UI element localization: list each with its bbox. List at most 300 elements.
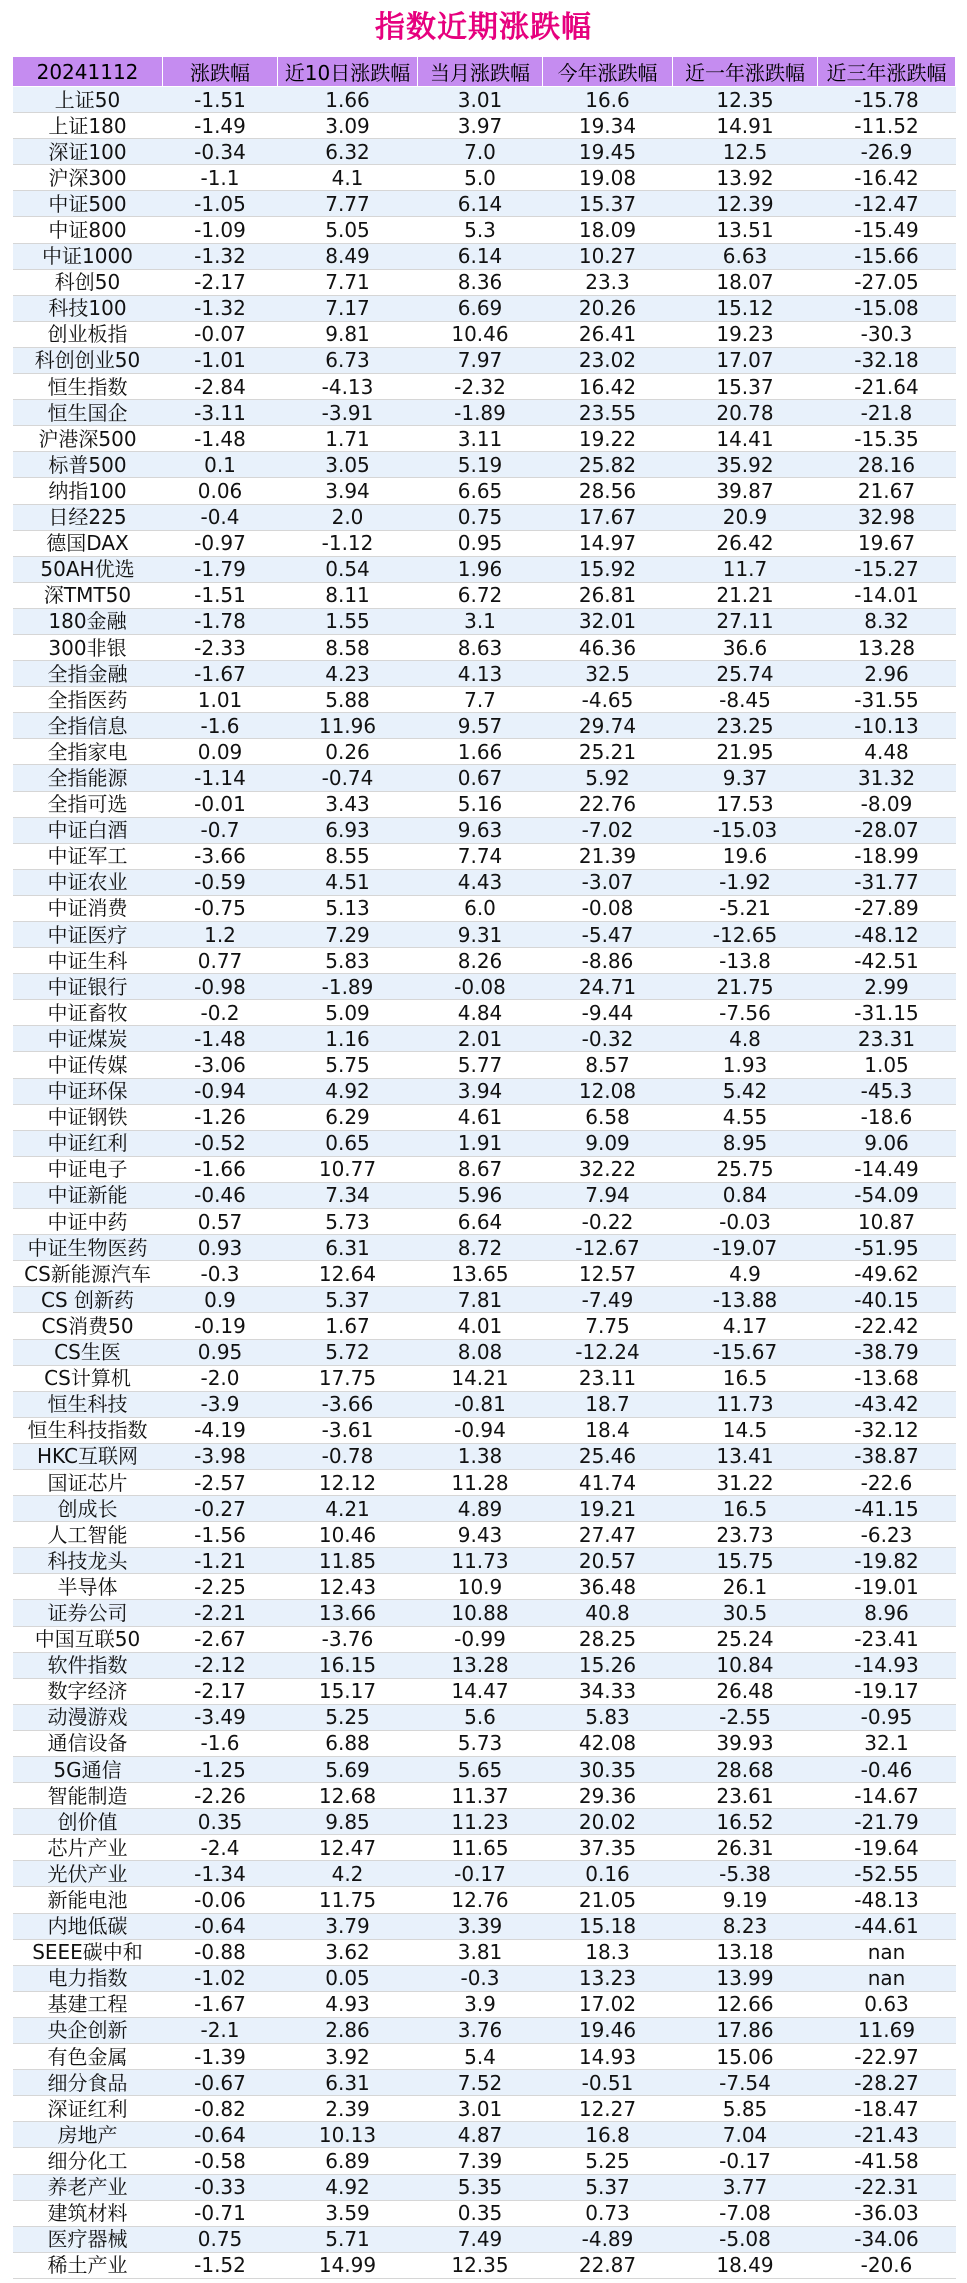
cell-10day-change: 5.88 [278,687,418,713]
cell-1year-change: -8.45 [673,687,818,713]
cell-1year-change: 4.55 [673,1104,818,1130]
cell-3year-change: 4.48 [818,739,956,765]
table-row [13,400,956,426]
cell-1year-change: 13.41 [673,1443,818,1469]
cell-index-name: 内地低碳 [13,1913,163,1939]
cell-ytd-change: -0.32 [543,1026,673,1052]
cell-ytd-change: 12.08 [543,1078,673,1104]
cell-daily-change: -1.49 [163,113,278,139]
cell-10day-change: 10.13 [278,2122,418,2148]
cell-daily-change: -1.66 [163,1156,278,1182]
cell-daily-change: -0.07 [163,321,278,347]
cell-daily-change: -0.46 [163,1182,278,1208]
cell-ytd-change: 6.58 [543,1104,673,1130]
cell-ytd-change: 12.57 [543,1261,673,1287]
cell-10day-change: 3.05 [278,452,418,478]
cell-10day-change: 5.05 [278,217,418,243]
cell-month-change: 3.01 [418,2096,543,2122]
table-row [13,661,956,687]
table-row [13,1809,956,1835]
table-row [13,791,956,817]
cell-month-change: 1.91 [418,1130,543,1156]
cell-daily-change: -2.26 [163,1783,278,1809]
cell-month-change: 6.69 [418,295,543,321]
cell-daily-change: -0.7 [163,817,278,843]
cell-1year-change: 16.52 [673,1809,818,1835]
table-row [13,1678,956,1704]
cell-ytd-change: 5.92 [543,765,673,791]
cell-daily-change: -1.67 [163,1991,278,2017]
cell-ytd-change: 21.05 [543,1887,673,1913]
cell-10day-change: 3.09 [278,113,418,139]
cell-10day-change: 4.92 [278,1078,418,1104]
cell-index-name: 中证传媒 [13,1052,163,1078]
table-row [13,634,956,660]
cell-index-name: 半导体 [13,1574,163,1600]
table-row [13,1417,956,1443]
cell-10day-change: 2.39 [278,2096,418,2122]
cell-ytd-change: 9.09 [543,1130,673,1156]
table-row [13,948,956,974]
cell-daily-change: -1.79 [163,556,278,582]
cell-10day-change: -3.61 [278,1417,418,1443]
cell-index-name: 德国DAX [13,530,163,556]
cell-daily-change: -0.94 [163,1078,278,1104]
cell-index-name: 180金融 [13,608,163,634]
cell-1year-change: 20.78 [673,400,818,426]
cell-index-name: 科创50 [13,269,163,295]
cell-1year-change: -1.92 [673,869,818,895]
cell-daily-change: -0.01 [163,791,278,817]
cell-1year-change: 19.23 [673,321,818,347]
cell-month-change: -0.81 [418,1391,543,1417]
cell-index-name: 沪港深500 [13,426,163,452]
cell-month-change: -0.08 [418,974,543,1000]
cell-daily-change: -2.57 [163,1469,278,1495]
cell-3year-change: -48.13 [818,1887,956,1913]
cell-1year-change: 26.31 [673,1835,818,1861]
cell-ytd-change: 19.08 [543,165,673,191]
cell-ytd-change: 23.11 [543,1365,673,1391]
cell-10day-change: 1.55 [278,608,418,634]
cell-index-name: 中证800 [13,217,163,243]
cell-daily-change: -2.17 [163,269,278,295]
cell-daily-change: -0.59 [163,869,278,895]
cell-3year-change: -23.41 [818,1626,956,1652]
cell-daily-change: 0.06 [163,478,278,504]
cell-month-change: 9.57 [418,713,543,739]
cell-10day-change: 4.93 [278,1991,418,2017]
table-row [13,87,956,113]
cell-month-change: -0.3 [418,1965,543,1991]
cell-10day-change: 4.1 [278,165,418,191]
cell-3year-change: -43.42 [818,1391,956,1417]
cell-10day-change: 16.15 [278,1652,418,1678]
header-3year-change: 近三年涨跌幅 [818,57,956,87]
cell-index-name: 动漫游戏 [13,1704,163,1730]
table-row [13,1182,956,1208]
cell-1year-change: 4.9 [673,1261,818,1287]
cell-daily-change: -0.71 [163,2200,278,2226]
cell-daily-change: -1.21 [163,1548,278,1574]
cell-1year-change: 9.19 [673,1887,818,1913]
cell-daily-change: -0.06 [163,1887,278,1913]
cell-index-name: 中证消费 [13,895,163,921]
cell-index-name: 纳指100 [13,478,163,504]
table-row [13,608,956,634]
table-row [13,1757,956,1783]
cell-1year-change: 14.91 [673,113,818,139]
cell-3year-change: -44.61 [818,1913,956,1939]
cell-3year-change: 13.28 [818,634,956,660]
cell-3year-change: -10.13 [818,713,956,739]
cell-10day-change: 0.54 [278,556,418,582]
table-row [13,1704,956,1730]
cell-month-change: 3.11 [418,426,543,452]
cell-daily-change: -0.67 [163,2070,278,2096]
cell-3year-change: -15.78 [818,87,956,113]
table-row [13,1861,956,1887]
cell-3year-change: -11.52 [818,113,956,139]
cell-month-change: 6.14 [418,243,543,269]
cell-month-change: 12.35 [418,2252,543,2278]
table-row [13,1939,956,1965]
cell-index-name: 中证医疗 [13,922,163,948]
cell-index-name: 中证银行 [13,974,163,1000]
cell-3year-change: -36.03 [818,2200,956,2226]
cell-3year-change: -0.46 [818,1757,956,1783]
cell-3year-change: -19.17 [818,1678,956,1704]
cell-1year-change: 35.92 [673,452,818,478]
cell-ytd-change: 8.57 [543,1052,673,1078]
cell-3year-change: 1.05 [818,1052,956,1078]
cell-month-change: 6.64 [418,1209,543,1235]
cell-daily-change: -2.33 [163,634,278,660]
cell-ytd-change: -0.08 [543,895,673,921]
cell-3year-change: -15.08 [818,295,956,321]
table-row [13,1209,956,1235]
cell-index-name: 科创创业50 [13,347,163,373]
header-10day-change: 近10日涨跌幅 [278,57,418,87]
cell-month-change: 8.26 [418,948,543,974]
cell-daily-change: 0.1 [163,452,278,478]
cell-1year-change: -5.08 [673,2226,818,2252]
cell-1year-change: 21.75 [673,974,818,1000]
cell-month-change: 9.31 [418,922,543,948]
cell-10day-change: 0.65 [278,1130,418,1156]
cell-ytd-change: 46.36 [543,634,673,660]
cell-1year-change: 39.87 [673,478,818,504]
cell-1year-change: 15.75 [673,1548,818,1574]
cell-month-change: 7.52 [418,2070,543,2096]
cell-index-name: 深TMT50 [13,582,163,608]
table-row [13,374,956,400]
cell-10day-change: 15.17 [278,1678,418,1704]
cell-index-name: 养老产业 [13,2174,163,2200]
table-row [13,2200,956,2226]
cell-index-name: 央企创新 [13,2017,163,2043]
cell-10day-change: 1.67 [278,1313,418,1339]
cell-month-change: 5.3 [418,217,543,243]
cell-month-change: 8.63 [418,634,543,660]
cell-index-name: 人工智能 [13,1522,163,1548]
cell-index-name: 有色金属 [13,2044,163,2070]
cell-3year-change: -28.27 [818,2070,956,2096]
table-row [13,478,956,504]
cell-1year-change: 15.06 [673,2044,818,2070]
cell-month-change: 7.81 [418,1287,543,1313]
cell-month-change: 3.9 [418,1991,543,2017]
cell-month-change: 5.4 [418,2044,543,2070]
cell-month-change: 9.43 [418,1522,543,1548]
cell-index-name: 房地产 [13,2122,163,2148]
cell-10day-change: 7.17 [278,295,418,321]
cell-1year-change: 17.53 [673,791,818,817]
cell-3year-change: -15.66 [818,243,956,269]
cell-10day-change: 5.69 [278,1757,418,1783]
index-performance-table [12,56,956,2279]
table-row [13,139,956,165]
cell-10day-change: 6.29 [278,1104,418,1130]
cell-10day-change: 2.0 [278,504,418,530]
table-row [13,2096,956,2122]
cell-3year-change: -14.67 [818,1783,956,1809]
cell-index-name: CS生医 [13,1339,163,1365]
cell-month-change: 5.35 [418,2174,543,2200]
table-row [13,1104,956,1130]
cell-daily-change: -1.51 [163,582,278,608]
cell-daily-change: -0.64 [163,1913,278,1939]
cell-3year-change: -31.55 [818,687,956,713]
cell-month-change: 2.01 [418,1026,543,1052]
cell-10day-change: 4.23 [278,661,418,687]
cell-month-change: 11.28 [418,1469,543,1495]
cell-1year-change: 17.07 [673,347,818,373]
cell-ytd-change: 41.74 [543,1469,673,1495]
cell-ytd-change: -3.07 [543,869,673,895]
cell-daily-change: -2.0 [163,1365,278,1391]
cell-10day-change: 17.75 [278,1365,418,1391]
cell-ytd-change: 17.02 [543,1991,673,2017]
cell-3year-change: 2.96 [818,661,956,687]
cell-ytd-change: -4.65 [543,687,673,713]
cell-daily-change: -3.66 [163,843,278,869]
cell-index-name: 中证电子 [13,1156,163,1182]
cell-1year-change: 18.07 [673,269,818,295]
cell-month-change: 8.36 [418,269,543,295]
cell-10day-change: 6.89 [278,2148,418,2174]
table-row [13,1469,956,1495]
cell-1year-change: 25.24 [673,1626,818,1652]
cell-month-change: 3.1 [418,608,543,634]
cell-index-name: 深证红利 [13,2096,163,2122]
table-row [13,1626,956,1652]
cell-month-change: 7.97 [418,347,543,373]
cell-1year-change: 23.61 [673,1783,818,1809]
cell-daily-change: -2.17 [163,1678,278,1704]
table-row [13,2174,956,2200]
cell-daily-change: -2.1 [163,2017,278,2043]
table-row [13,1391,956,1417]
table-row [13,191,956,217]
cell-month-change: 5.96 [418,1182,543,1208]
cell-10day-change: -0.74 [278,765,418,791]
cell-index-name: 中证新能 [13,1182,163,1208]
cell-ytd-change: 16.42 [543,374,673,400]
cell-ytd-change: 15.37 [543,191,673,217]
cell-index-name: 中国互联50 [13,1626,163,1652]
cell-daily-change: -1.6 [163,713,278,739]
cell-daily-change: 0.93 [163,1235,278,1261]
cell-1year-change: 20.9 [673,504,818,530]
cell-1year-change: 16.5 [673,1365,818,1391]
table-row [13,1887,956,1913]
cell-daily-change: -1.6 [163,1730,278,1756]
cell-3year-change: -8.09 [818,791,956,817]
cell-month-change: 3.94 [418,1078,543,1104]
table-row [13,1313,956,1339]
header-1year-change: 近一年涨跌幅 [673,57,818,87]
cell-1year-change: 7.04 [673,2122,818,2148]
cell-month-change: 6.14 [418,191,543,217]
cell-index-name: CS新能源汽车 [13,1261,163,1287]
table-row [13,1522,956,1548]
table-body [13,87,956,2279]
cell-3year-change: 8.96 [818,1600,956,1626]
cell-10day-change: 8.49 [278,243,418,269]
cell-month-change: 13.65 [418,1261,543,1287]
table-row [13,817,956,843]
cell-1year-change: 12.39 [673,191,818,217]
cell-ytd-change: 29.74 [543,713,673,739]
cell-10day-change: 12.64 [278,1261,418,1287]
table-row [13,713,956,739]
cell-3year-change: -0.95 [818,1704,956,1730]
table-header-row [13,57,956,87]
cell-index-name: 全指可选 [13,791,163,817]
cell-10day-change: 2.86 [278,2017,418,2043]
cell-month-change: 3.01 [418,87,543,113]
cell-3year-change: -22.6 [818,1469,956,1495]
cell-3year-change: -14.93 [818,1652,956,1678]
cell-ytd-change: 15.18 [543,1913,673,1939]
cell-3year-change: -27.89 [818,895,956,921]
cell-month-change: 4.43 [418,869,543,895]
cell-daily-change: -1.48 [163,426,278,452]
cell-3year-change: -26.9 [818,139,956,165]
cell-1year-change: 21.21 [673,582,818,608]
cell-3year-change: 32.1 [818,1730,956,1756]
cell-daily-change: -0.58 [163,2148,278,2174]
cell-index-name: 全指医药 [13,687,163,713]
cell-month-change: 14.21 [418,1365,543,1391]
cell-1year-change: 25.75 [673,1156,818,1182]
cell-ytd-change: 14.93 [543,2044,673,2070]
cell-index-name: 恒生科技指数 [13,1417,163,1443]
cell-ytd-change: -4.89 [543,2226,673,2252]
cell-month-change: 12.76 [418,1887,543,1913]
table-row [13,243,956,269]
cell-ytd-change: -12.67 [543,1235,673,1261]
cell-daily-change: -3.9 [163,1391,278,1417]
table-row [13,1078,956,1104]
cell-10day-change: 9.81 [278,321,418,347]
cell-10day-change: 8.58 [278,634,418,660]
cell-daily-change: -1.02 [163,1965,278,1991]
cell-10day-change: 8.11 [278,582,418,608]
cell-daily-change: -3.49 [163,1704,278,1730]
cell-3year-change: 2.99 [818,974,956,1000]
cell-ytd-change: 20.02 [543,1809,673,1835]
cell-1year-change: -5.38 [673,1861,818,1887]
cell-10day-change: 3.43 [278,791,418,817]
cell-ytd-change: 19.46 [543,2017,673,2043]
cell-10day-change: 5.83 [278,948,418,974]
cell-ytd-change: 21.39 [543,843,673,869]
cell-ytd-change: 18.09 [543,217,673,243]
cell-ytd-change: 25.46 [543,1443,673,1469]
cell-daily-change: 0.57 [163,1209,278,1235]
page-title: 指数近期涨跌幅 [375,10,592,45]
cell-index-name: 光伏产业 [13,1861,163,1887]
cell-3year-change: -27.05 [818,269,956,295]
cell-3year-change: -38.87 [818,1443,956,1469]
cell-month-change: 5.16 [418,791,543,817]
cell-index-name: 软件指数 [13,1652,163,1678]
cell-10day-change: 14.99 [278,2252,418,2278]
cell-daily-change: -3.06 [163,1052,278,1078]
cell-3year-change: 32.98 [818,504,956,530]
cell-month-change: 1.96 [418,556,543,582]
cell-daily-change: -3.98 [163,1443,278,1469]
table-row [13,1339,956,1365]
cell-daily-change: -2.12 [163,1652,278,1678]
cell-daily-change: -0.34 [163,139,278,165]
cell-ytd-change: 14.97 [543,530,673,556]
cell-month-change: 4.61 [418,1104,543,1130]
cell-index-name: 中证煤炭 [13,1026,163,1052]
cell-1year-change: 12.5 [673,139,818,165]
cell-3year-change: -18.47 [818,2096,956,2122]
cell-ytd-change: 19.22 [543,426,673,452]
cell-month-change: 3.39 [418,1913,543,1939]
cell-1year-change: 13.51 [673,217,818,243]
cell-ytd-change: 32.5 [543,661,673,687]
cell-10day-change: 4.92 [278,2174,418,2200]
cell-10day-change: 10.46 [278,1522,418,1548]
cell-3year-change: -19.82 [818,1548,956,1574]
cell-month-change: 5.65 [418,1757,543,1783]
cell-month-change: 1.38 [418,1443,543,1469]
cell-10day-change: 11.96 [278,713,418,739]
cell-daily-change: 0.09 [163,739,278,765]
cell-ytd-change: -9.44 [543,1000,673,1026]
cell-1year-change: 25.74 [673,661,818,687]
cell-index-name: 中证1000 [13,243,163,269]
cell-1year-change: 14.41 [673,426,818,452]
cell-month-change: 5.6 [418,1704,543,1730]
cell-ytd-change: 18.7 [543,1391,673,1417]
cell-3year-change: 31.32 [818,765,956,791]
cell-daily-change: -3.11 [163,400,278,426]
cell-index-name: CS消费50 [13,1313,163,1339]
cell-ytd-change: 15.92 [543,556,673,582]
cell-10day-change: -1.12 [278,530,418,556]
cell-1year-change: 15.12 [673,295,818,321]
cell-daily-change: -1.32 [163,243,278,269]
cell-month-change: 11.37 [418,1783,543,1809]
cell-daily-change: -1.78 [163,608,278,634]
